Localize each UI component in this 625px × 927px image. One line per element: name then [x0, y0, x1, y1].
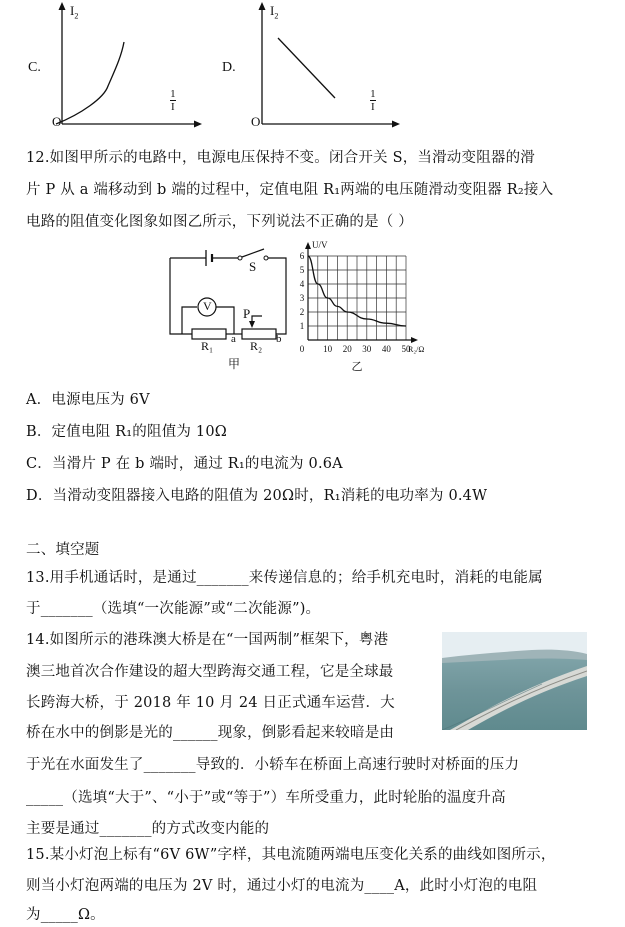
q14-line-6: _____（选填“大于”、“小于”或“等于”）车所受重力，此时轮胎的温度升高	[26, 790, 506, 806]
q14-line-2: 澳三地首次合作建设的超大型跨海交通工程，它是全球最	[26, 664, 394, 680]
switch-label: S	[249, 259, 257, 274]
x-tick-label: 40	[381, 344, 391, 354]
x-tick-label: 20	[342, 344, 352, 354]
voltmeter-label: V	[203, 299, 212, 313]
voltage-chart	[292, 240, 442, 375]
chart-caption: 乙	[351, 361, 363, 373]
q12-option-a: A．电源电压为 6V	[26, 392, 150, 408]
graph-c	[26, 0, 216, 135]
y-tick-label: 1	[299, 321, 305, 331]
slider-label: P	[243, 306, 251, 321]
origin-label: 0	[299, 344, 305, 354]
y-tick-label: 3	[299, 293, 305, 303]
q13-line-1: 13.用手机通话时，是通过_______来传递信息的；给手机充电时，消耗的电能属	[26, 570, 543, 586]
circuit-caption: 甲	[228, 357, 241, 371]
y-tick-label: 5	[299, 265, 305, 275]
x-axis-arrow	[411, 337, 418, 343]
graph-c-xlabel: 1 I	[170, 88, 176, 113]
y-axis-label: U/V	[312, 240, 328, 250]
q14-line-4: 桥在水中的倒影是光的______现象，倒影看起来较暗是由	[26, 725, 395, 741]
q15-line-3: 为_____Ω。	[26, 907, 105, 923]
q12-line-1: 12.如图甲所示的电路中，电源电压保持不变。闭合开关 S，当滑动变阻器的滑	[26, 150, 535, 166]
graph-d-xlabel: 1 I	[370, 88, 376, 113]
y-tick-label: 2	[299, 307, 305, 317]
graph-d-ylabel: $I_2$	[270, 3, 279, 21]
y-axis-arrow	[305, 242, 311, 249]
r2-label: R₂	[250, 339, 263, 353]
q14-line-3: 长跨海大桥，于 2018 年 10 月 24 日正式通车运营．大	[26, 695, 395, 711]
q14-line-5: 于光在水面发生了_______导致的．小轿车在桥面上高速行驶时对桥面的压力	[26, 757, 520, 773]
q14-line-1: 14.如图所示的港珠澳大桥是在“一国两制”框架下，粤港	[26, 632, 389, 648]
graph-d-label: D.	[222, 60, 236, 75]
q12-option-b: B．定值电阻 R₁的阻值为 10Ω	[26, 424, 227, 440]
graph-c-curve	[56, 42, 124, 124]
q14-line-7: 主要是通过_______的方式改变内能的	[26, 821, 270, 837]
section-title: 二、填空题	[26, 542, 100, 558]
chart-svg	[292, 240, 442, 375]
q15-line-2: 则当小灯泡两端的电压为 2V 时，通过小灯的电流为____A，此时小灯泡的电阻	[26, 878, 538, 894]
graph-c-label: C.	[28, 60, 41, 75]
switch-blade	[242, 249, 264, 257]
x-tick-label: 50	[401, 344, 411, 354]
graph-d-line	[278, 38, 335, 98]
circuit-diagram	[166, 244, 296, 372]
x-tick-label: 30	[362, 344, 372, 354]
q12-line-3: 电路的阻值变化图象如图乙所示，下列说法不正确的是（ ）	[26, 214, 414, 230]
q12-option-d: D．当滑动变阻器接入电路的阻值为 20Ω时，R₁消耗的电功率为 0.4W	[26, 488, 488, 504]
q13-line-2: 于_______（选填“一次能源”或“二次能源”)。	[26, 601, 321, 617]
y-tick-label: 6	[299, 251, 305, 261]
graph-c-ylabel: $I_2$	[70, 3, 79, 21]
q15-line-1: 15.某小灯泡上标有“6V 6W”字样，其电流随两端电压变化关系的曲线如图所示，	[26, 847, 556, 863]
y-tick-label: 4	[299, 279, 305, 289]
circuit-wires	[166, 244, 296, 372]
q12-option-c: C．当滑片 P 在 b 端时，通过 R₁的电流为 0.6A	[26, 456, 343, 472]
q12-line-2: 片 P 从 a 端移动到 b 端的过程中，定值电阻 R₁两端的电压随滑动变阻器 R₂接入	[26, 182, 554, 198]
a-label: a	[231, 333, 236, 345]
graph-c-origin: O	[52, 114, 62, 129]
x-tick-label: 10	[323, 344, 333, 354]
r1-label: R₁	[201, 339, 214, 353]
resistor-r1	[192, 329, 226, 339]
graph-d-axes	[220, 0, 420, 135]
resistor-r2	[242, 329, 276, 339]
graph-d-origin: O	[251, 114, 261, 129]
x-axis-label: R₂/Ω	[408, 345, 425, 354]
b-label: b	[276, 333, 282, 345]
bridge-photo	[442, 632, 587, 730]
graph-d	[220, 0, 420, 135]
